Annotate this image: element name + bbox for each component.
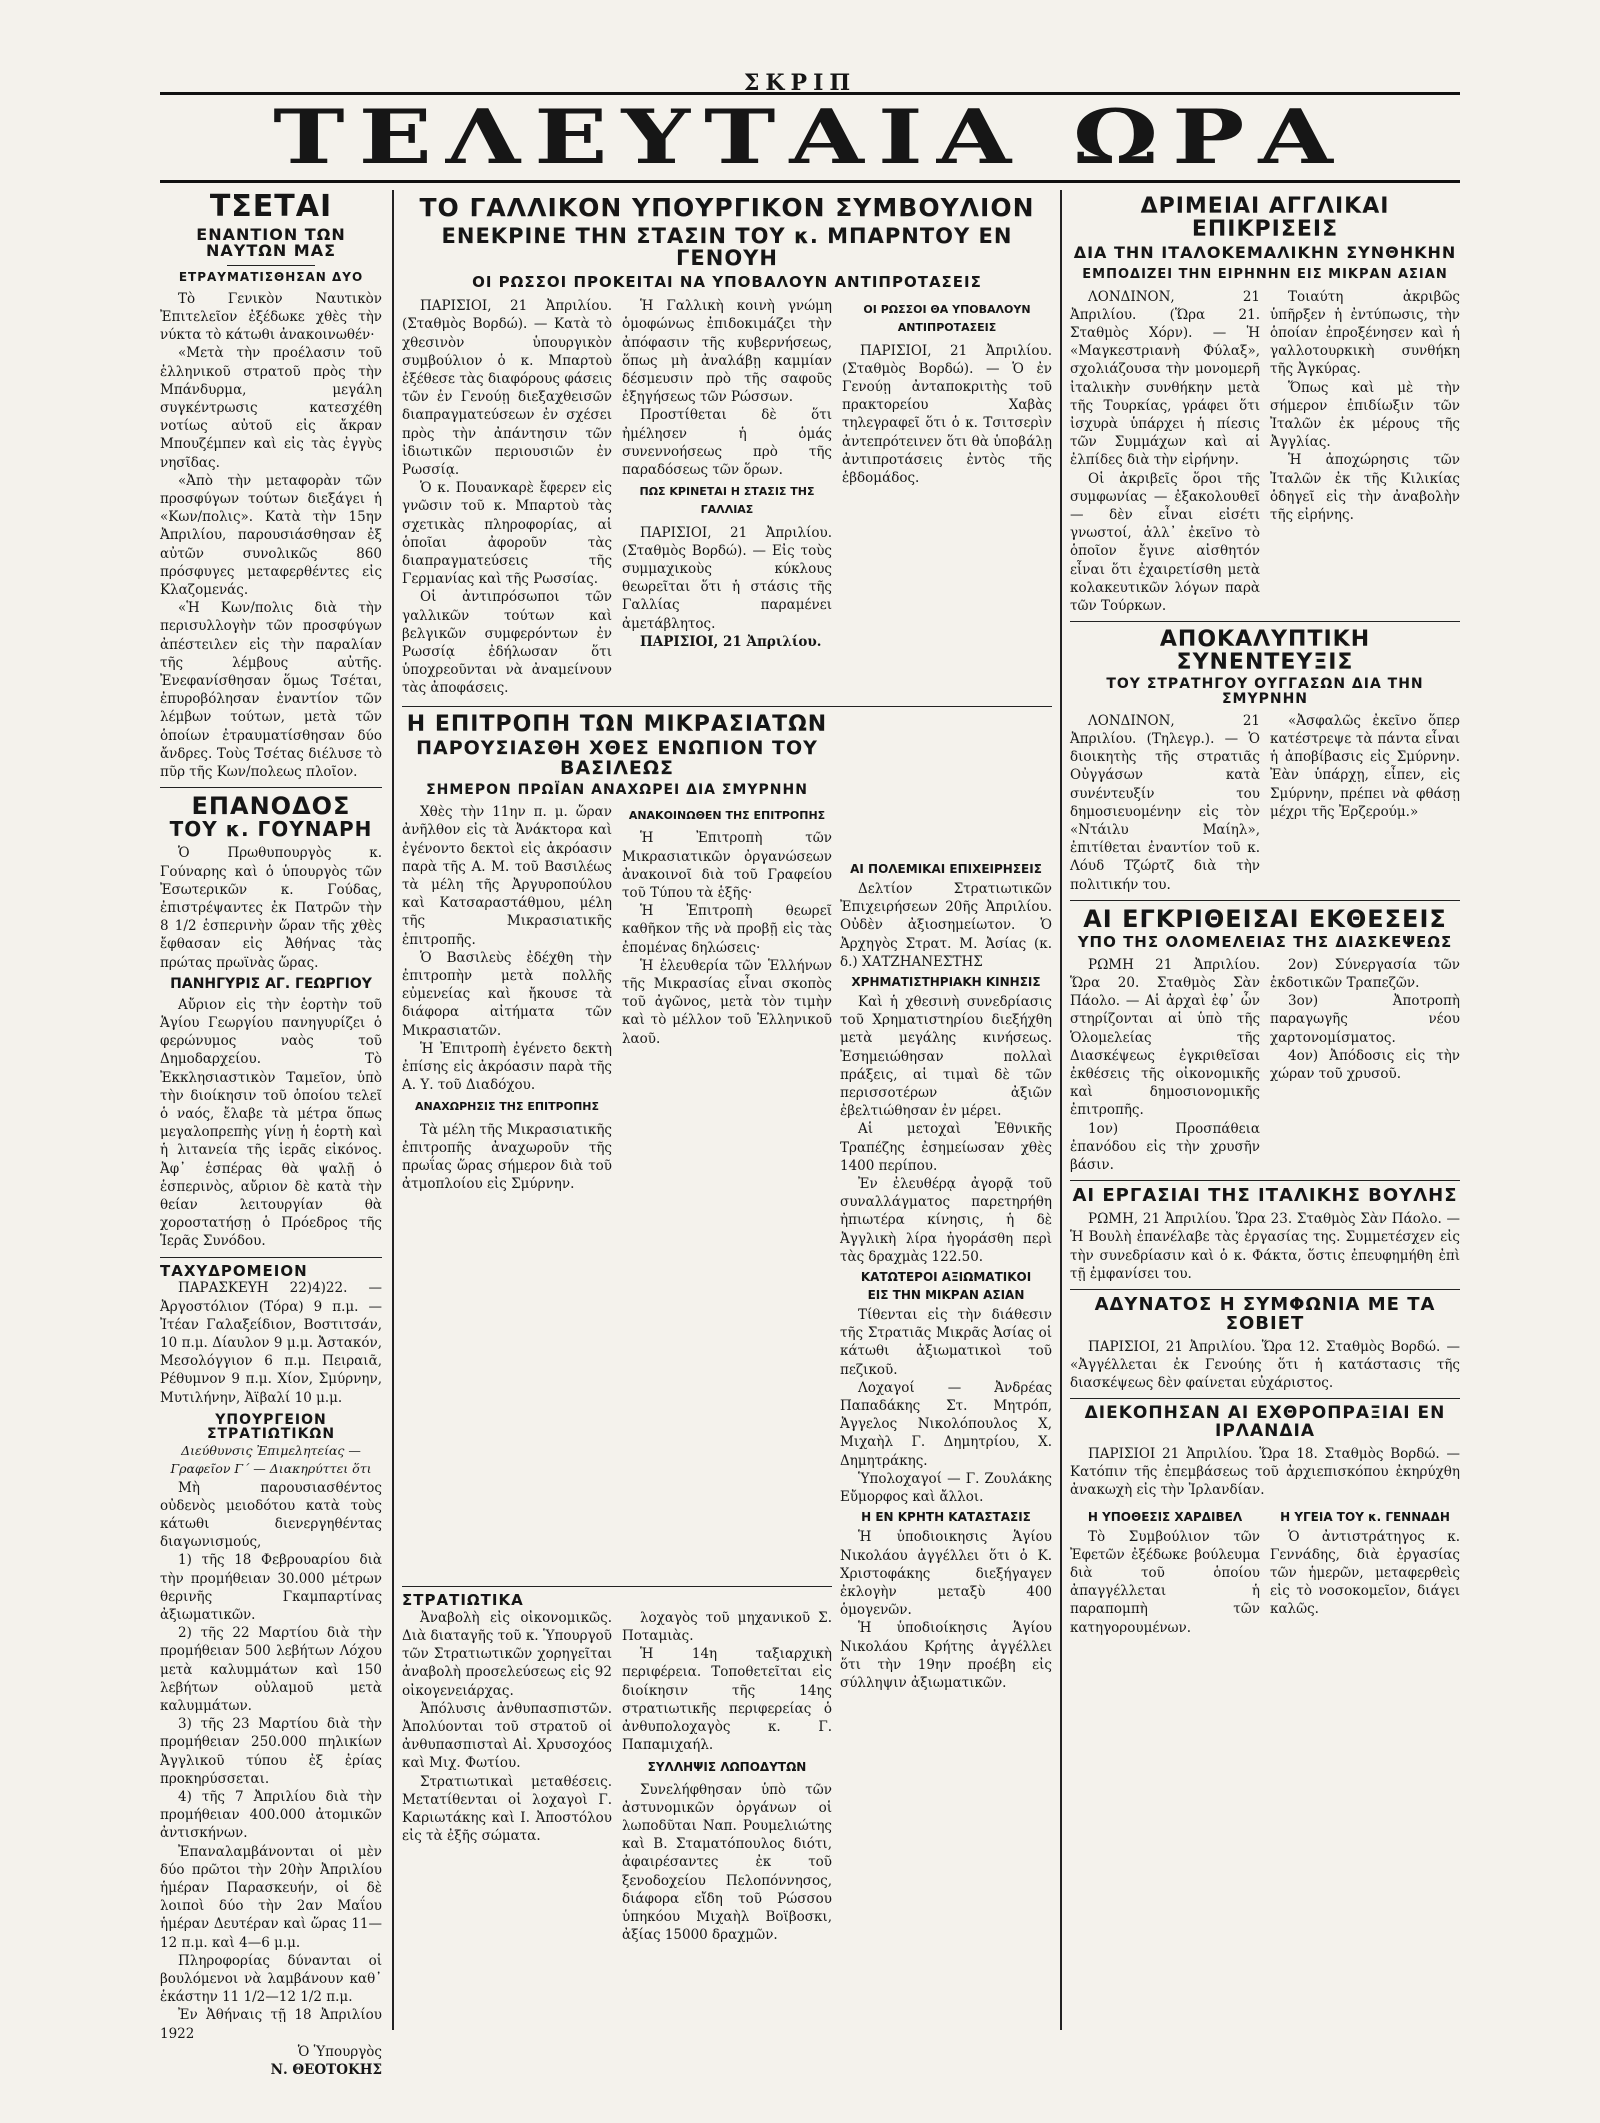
article-paragraph: ΛΟΝΔΙΝΟΝ, 21 Ἀπριλίου. (Ὥρα 21. Σταθμὸς Χόρν). — Ἡ «Μαγκεστριανὴ Φύλαξ», σχολιάζουσα τὴν μονομερῆ ἰταλικὴν συνθήκην μετὰ τῆς Τουρκίας, γράφει ὅτι ἰσχυρὰ ὑπάρχει ἡ πίεσις τῶν Συμμάχων καὶ αἱ ἐλπίδες διὰ τὴν εἰρήνην. <box>1070 288 1260 469</box>
masthead-title: ΤΕΛΕΥΤΑΙΑ ΩΡΑ <box>273 92 1347 182</box>
subheadline: ΔΙΑ ΤΗΝ ΙΤΑΛΟΚΕΜΑΛΙΚΗΝ ΣΥΝΘΗΚΗΝ <box>1073 243 1457 263</box>
column-left <box>160 185 382 2079</box>
signature-title: Ὁ Ὑπουργὸς <box>297 2043 382 2060</box>
subheadline: ΤΟΥ κ. ΓΟΥΝΑΡΗ <box>169 817 373 842</box>
column-middle-right <box>840 858 1052 1692</box>
article-paragraph: Ἡ ὑποδιοίκησις Ἁγίου Νικολάου Κρήτης ἀγγέλλει ὅτι τὴν 19ην προέβη εἰς σύλληψιν ἀξιωματικῶν. <box>840 1620 1052 1691</box>
subheadline: ΕΤΡΑΥΜΑΤΙΣΘΗΣΑΝ ΔΥΟ <box>178 270 364 285</box>
article-paragraph: Συνελήφθησαν ὑπὸ τῶν ἀστυνομικῶν ὀργάνων οἱ λωποδῦται Ναπ. Ρουμελιώτης καὶ Β. Σταματόπουλος διότι, ἀφαιρέσαντες ἐκ τοῦ ξενοδοχείου Πελοπόννησος, διάφορα εἴδη τοῦ Ρώσσου ὑπηκόου Μιχαὴλ Βοϊβοσκι, ἀξίας 15000 δραχμῶν. <box>622 1781 832 1944</box>
article-paragraph: Προστίθεται δὲ ὅτι ἠμέλησεν ἡ ὁμάς συνεννοήσεως πρὸ τῆς παραδόσεως τῶν ὅρων. <box>622 407 832 478</box>
section-heading: ΑΝΑΧΩΡΗΣΙΣ ΤΗΣ ΕΠΙΤΡΟΠΗΣ <box>415 1100 599 1114</box>
headline-reports: ΑΙ ΕΓΚΡΙΘΕΙΣΑΙ ΕΚΘΕΣΕΙΣ <box>1083 904 1447 933</box>
article-paragraph: Ἡ Ἐπιτροπὴ θεωρεῖ καθῆκον τῆς νὰ προβῇ εἰς τὰς ἐπομένας δηλώσεις· <box>622 903 832 956</box>
column-right <box>1070 185 1460 1637</box>
article-paragraph: Ὅπως καὶ μὲ τὴν σήμερον ἐπιδίωξιν τῶν Ἰταλῶν ἐκ μέρους τῆς Ἀγγλίας. <box>1270 379 1460 451</box>
article-paragraph: Αἱ μετοχαὶ Ἐθνικῆς Τραπέζης ἐσημείωσαν χθὲς 1400 περίπου. <box>840 1121 1052 1174</box>
article-paragraph: ΠΑΡΙΣΙΟΙ, 21 Ἀπριλίου. (Σταθμὸς Βορδώ). — Ὁ ἐν Γενούῃ ἀνταποκριτὴς τοῦ πρακτορείου Χαβὰς τηλεγραφεῖ ὅτι ὁ κ. Τσιτσερὶν ἀντεπρότεινεν ὅτι θὰ ὑποβάλῃ ἀντιπροτάσεις ἐντὸς τῆς ἑβδομάδος. <box>842 342 1052 486</box>
section-heading: ΕΙΣ ΤΗΝ ΜΙΚΡΑΝ ΑΣΙΑΝ <box>867 1288 1025 1303</box>
section-heading: ΑΝΑΚΟΙΝΩΘΕΝ ΤΗΣ ΕΠΙΤΡΟΠΗΣ <box>628 809 826 823</box>
section-heading: ΧΡΗΜΑΤΙΣΤΗΡΙΑΚΗ ΚΙΝΗΣΙΣ <box>851 975 1041 990</box>
article-paragraph: Οἱ ἀντιπρόσωποι τῶν γαλλικῶν τούτων καὶ βελγικῶν συμφερόντων ἐν Ρωσσίᾳ ἐδήλωσαν ὅτι ὑποχρεοῦνται νὰ ἀναμείνουν τὰς ἀποφάσεις. <box>402 589 612 697</box>
article-paragraph: Μὴ παρουσιασθέντος οὐδενὸς μειοδότου κατὰ τοὺς κάτωθι διενεργηθέντας διαγωνισμούς, <box>160 1479 382 1551</box>
article-paragraph: Στρατιωτικαὶ μεταθέσεις. Μετατίθενται οἱ λοχαγοὶ Γ. Καριωτάκης καὶ Ι. Ἀποστόλου εἰς τὰ ἐξῆς σώματα. <box>402 1773 612 1845</box>
headline-interview: ΑΠΟΚΑΛΥΠΤΙΚΗ ΣΥΝΕΝΤΕΥΞΙΣ <box>1159 627 1371 676</box>
article-paragraph: ΠΑΡΙΣΙΟΙ, 21 Ἀπριλίου. (Σταθμὸς Βορδώ). — Εἰς τοὺς συμμαχικοὺς κύκλους θεωρεῖται ὅτι ἡ στάσις τῆς Γαλλίας παραμένει ἀμετάβλητος. <box>622 524 832 632</box>
article-paragraph: ΠΑΡΑΣΚΕΥΗ 22)4)22. — Ἀργοστόλιον (Τόρα) 9 π.μ. — Ἰτέαν Γαλαξείδιον, Βοστιτσάν, 10 π.μ. Δίαυλον 9 μ.μ. Ἀστακόν, Μεσολόγγιον 6 π.μ. Πειραιᾶ, Ρέθυμνον 9 π.μ. Χίον, Σμύρνην, Μυτιλήνην, Ἀϊβαλί 10 μ.μ. <box>160 1280 382 1406</box>
article-paragraph: λοχαγὸς τοῦ μηχανικοῦ Σ. Ποταμιὰς. <box>622 1609 832 1644</box>
section-heading: ΤΑΧΥΔΡΟΜΕΙΟΝ <box>160 1261 308 1280</box>
article-paragraph: Ἐπαναλαμβάνονται οἱ μὲν δύο πρῶτοι τὴν 20ὴν Ἀπριλίου ἡμέραν Παρασκευήν, οἱ δὲ λοιποὶ δύο τὴν 2αν Μαΐου ἡμέραν Δευτέραν καὶ ὥρας 11—12 π.μ. καὶ 4—6 μ.μ. <box>160 1843 382 1951</box>
article-paragraph: 4) τῆς 7 Ἀπριλίου διὰ τὴν προμήθειαν 400.000 ἀτομικῶν ἀντισκήνων. <box>160 1789 382 1842</box>
article-paragraph: Ἡ ἐλευθερία τῶν Ἑλλήνων τῆς Μικρασίας εἶναι σκοπὸς τοῦ ἀγῶνος, μετὰ τὸν τιμὴν καὶ τὸ μέλλον τοῦ Ἑλληνικοῦ λαοῦ. <box>622 957 832 1047</box>
article-paragraph: Τὸ Γενικὸν Ναυτικὸν Ἐπιτελεῖον ἐξέδωκε χθὲς τὴν νύκτα τὸ κάτωθι ἀνακοινωθέν· <box>160 290 382 344</box>
section-heading: Η ΥΓΕΙΑ ΤΟΥ κ. ΓΕΝΝΑΔΗ <box>1280 1509 1450 1524</box>
article-paragraph: Λοχαγοί — Ἀνδρέας Παπαδάκης Στ. Μητρόπ, Ἀγγελος Νικολόπουλος Χ, Μιχαὴλ Γ. Δημητρίου, Χ. Δημητράκης. <box>840 1379 1052 1469</box>
article-paragraph: Ὁ Πρωθυπουργὸς κ. Γούναρης καὶ ὁ ὑπουργὸς τῶν Ἐσωτερικῶν κ. Γούδας, ἐπιστρέψαντες ἐκ Πατρῶν τὴν 8 1/2 ἑσπερινὴν ὥραν τῆς χθὲς ἔφθασαν εἰς Ἀθήνας τὰς πρώτας πρωϊνὰς ὥρας. <box>160 845 382 971</box>
subheadline: ΟΙ ΡΩΣΣΟΙ ΠΡΟΚΕΙΤΑΙ ΝΑ ΥΠΟΒΑΛΟΥΝ ΑΝΤΙΠΡΟΤΑΣΕΙΣ <box>472 273 982 292</box>
article-paragraph: 3) τῆς 23 Μαρτίου διὰ τὴν προμήθειαν 250.000 πηλικίων Ἀγγλικοῦ τύπου ἐξ ἐρίας προκηρύσσεται. <box>160 1716 382 1787</box>
article-paragraph: Ἡ Ἐπιτροπὴ τῶν Μικρασιατικῶν ὀργανώσεων ἀνακοινοῖ διὰ τοῦ Γραφείου τοῦ Τύπου τὰ ἑξῆς· <box>622 830 832 902</box>
column-divider <box>1060 190 1062 2030</box>
section-heading: ΟΙ ΡΩΣΣΟΙ ΘΑ ΥΠΟΒΑΛΟΥΝ ΑΝΤΙΠΡΟΤΑΣΕΙΣ <box>863 303 1031 335</box>
article-paragraph: 1) τῆς 18 Φεβρουαρίου διὰ τὴν προμήθειαν 30.000 μέτρων θερινῆς Γκαμπαρτίνας ἀξιωματικῶν. <box>160 1552 382 1623</box>
article-paragraph: Χθὲς τὴν 11ην π. μ. ὥραν ἀνῆλθον εἰς τὰ Ἀνάκτορα καὶ ἐγένοντο δεκτοὶ εἰς ἀκρόασιν παρὰ τῆς Α. Μ. τοῦ Βασιλέως τὰ μέλη τῆς Ἀργυροπούλου καὶ Κατσαραστάθμου, μέλη τῆς Μικρασιατικῆς ἐπιτροπῆς. <box>402 804 612 948</box>
article-paragraph: Αὔριον εἰς τὴν ἑορτὴν τοῦ Ἁγίου Γεωργίου πανηγυρίζει ὁ φερώνυμος ναὸς τοῦ Δημοδαρχείου. Τὸ Ἐκκλησιαστικὸν Ταμεῖον, ὑπὸ τὴν διοίκησιν τοῦ ὁποίου τελεῖ ὁ ναός, ἔλαβε τὰ μέτρα ὅπως μεγαλοπρεπὴς γίνῃ ἡ ἑορτὴ καὶ ἡ λιτανεία τῆς ἱερᾶς εἰκόνος. Ἀφ᾽ ἑσπέρας θὰ ψαλῇ ὁ ἑσπερινὸς, αὔριον δὲ κατὰ τὴν θείαν λειτουργίαν θὰ χοροστατήσῃ ὁ Πρόεδρος τῆς Ἱερᾶς Συνόδου. <box>160 996 382 1250</box>
subheadline: ΕΝΕΚΡΙΝΕ ΤΗΝ ΣΤΑΣΙΝ ΤΟΥ κ. ΜΠΑΡΝΤΟΥ ΕΝ ΓΕΝΟΥΗ <box>441 224 1013 271</box>
section-heading: ΥΠΟΥΡΓΕΙΟΝ ΣΤΡΑΤΙΩΤΙΚΩΝ <box>206 1411 336 1443</box>
article-paragraph: ΠΑΡΙΣΙΟΙ, 21 Ἀπριλίου. Ὥρα 12. Σταθμὸς Βορδώ. — «Ἀγγέλλεται ἐκ Γενούης ὅτι ἡ κατάστασις τῆς διασκέψεως δὲν φαίνεται εὐχάριστος. <box>1070 1338 1460 1392</box>
signature-name: Ν. ΘΕΟΤΟΚΗΣ <box>270 2062 382 2079</box>
article-paragraph: Ὁ Βασιλεὺς ἐδέχθη τὴν ἐπιτροπὴν μετὰ πολλῆς εὐμενείας καὶ ἤκουσε τὰ διάφορα αἰτήματα τῶν Μικρασιατῶν. <box>402 949 612 1039</box>
section-heading: ΠΑΝΗΓΥΡΙΣ ΑΓ. ΓΕΩΡΓΙΟΥ <box>170 975 372 992</box>
signature-date: Ἐν Ἀθήναις τῇ 18 Ἀπριλίου 1922 <box>160 2007 382 2042</box>
article-paragraph: Τίθενται εἰς τὴν διάθεσιν τῆς Στρατιᾶς Μικρᾶς Ἀσίας οἱ κάτωθι ἀξιωματικοὶ τοῦ πεζικοῦ. <box>840 1307 1052 1378</box>
section-heading: ΚΑΤΩΤΕΡΟΙ ΑΞΙΩΜΑΤΙΚΟΙ <box>860 1270 1032 1285</box>
section-heading: ΣΤΡΑΤΙΩΤΙΚΑ <box>402 1591 524 1609</box>
article-paragraph: ΠΑΡΙΣΙΟΙ 21 Ἀπριλίου. Ὥρα 18. Σταθμὸς Βορδώ. — Κατόπιν τῆς ἐπεμβάσεως τοῦ ἀρχιεπισκόπου ἐκηρύχθη ἀνακωχὴ εἰς τὴν Ἰρλανδίαν. <box>1070 1446 1460 1499</box>
section-heading: ΑΙ ΠΟΛΕΜΙΚΑΙ ΕΠΙΧΕΙΡΗΣΕΙΣ <box>850 862 1042 876</box>
article-paragraph: 3ον) Ἀποτροπὴ παραγωγῆς νέου χαρτονομίσματος. <box>1270 993 1460 1046</box>
article-paragraph: Τοιαύτη ἀκριβῶς ὑπῆρξεν ἡ ἐντύπωσις, τὴν ὁποίαν ἐπροξένησεν καὶ ἡ γαλλοτουρκικὴ συνθήκη τῆς Ἀγκύρας. <box>1270 288 1460 378</box>
notice-subheading: Διεύθυνσις Ἐπιμελητείας — Γραφεῖον Γ΄ — Διακηρύττει ὅτι <box>170 1443 372 1477</box>
article-paragraph: Καὶ ἡ χθεσινὴ συνεδρίασις τοῦ Χρηματιστηρίου διεξήχθη μετὰ μεγάλης κινήσεως. Ἐσημειώθησαν πολλαὶ πράξεις, αἱ τιμαὶ δὲ τῶν περισσοτέρων ἀξιῶν ἐβελτιώθησαν ἐν μέρει. <box>840 994 1052 1120</box>
article-paragraph: «Ἀπὸ τὴν μεταφορὰν τῶν προσφύγων τούτων διεξάγει ἡ «Κων/πολις». Κατὰ τὴν 15ην Ἀπριλίου, παρουσιάσθησαν ἐξ αὐτῶν συνολικῶς 860 πρόσφυγες μεταφερθέντες εἰς Κλαζομενάς. <box>160 472 382 598</box>
article-paragraph: Ἡ 14η ταξιαρχικὴ περιφέρεια. Τοποθετεῖται εἰς διοίκησιν τῆς 14ης στρατιωτικῆς περιφερείας ὁ ἀνθυπολοχαγὸς κ. Γ. Παπαμιχαήλ. <box>622 1646 832 1754</box>
article-paragraph: Ὁ κ. Πουανκαρὲ ἔφερεν εἰς γνῶσιν τοῦ κ. Μπαρτοὺ τὰς σχετικὰς πληροφορίας, αἱ ὁποῖαι ἀφοροῦν τὰς διαπραγματεύσεις τῆς Γερμανίας καὶ τῆς Ρωσσίας. <box>402 480 612 588</box>
section-heading: ΠΩΣ ΚΡΙΝΕΤΑΙ Η ΣΤΑΣΙΣ ΤΗΣ ΓΑΛΛΙΑΣ <box>639 485 815 517</box>
article-paragraph: 1ον) Προσπάθεια ἐπανόδου εἰς τὴν χρυσῆν βάσιν. <box>1070 1120 1260 1174</box>
article-paragraph: Ἡ ἀποχώρησις τῶν Ἰταλῶν ἐκ τῆς Κιλικίας ὁδηγεῖ εἰς τὴν ἀναβολὴν τῆς εἰρήνης. <box>1270 452 1460 524</box>
headline-gallic-council: ΤΟ ΓΑΛΛΙΚΟΝ ΥΠΟΥΡΓΙΚΟΝ ΣΥΜΒΟΥΛΙΟΝ <box>419 193 1035 222</box>
masthead-subtitle: ΣΚΡΙΠ <box>743 70 857 96</box>
subheadline: ΕΜΠΟΔΙΖΕΙ ΤΗΝ ΕΙΡΗΝΗΝ ΕΙΣ ΜΙΚΡΑΝ ΑΣΙΑΝ <box>1082 266 1448 282</box>
subheadline: ΣΗΜΕΡΟΝ ΠΡΩΪΑΝ ΑΝΑΧΩΡΕΙ ΔΙΑ ΣΜΥΡΝΗΝ <box>426 781 808 798</box>
article-paragraph: 4ον) Ἀπόδοσις εἰς τὴν χώραν τοῦ χρυσοῦ. <box>1270 1047 1460 1083</box>
subheadline: ΕΝΑΝΤΙΟΝ ΤΩΝ ΝΑΥΤΩΝ ΜΑΣ <box>196 224 346 261</box>
headline-italian-parliament: ΑΙ ΕΡΓΑΣΙΑΙ ΤΗΣ ΙΤΑΛΙΚΗΣ ΒΟΥΛΗΣ <box>1072 1185 1458 1207</box>
article-paragraph: «Ἡ Κων/πολις διὰ τὴν περισυλλογὴν τῶν προσφύγων ἀπέστειλεν εἰς τὴν παραλίαν τῆς λέμβους αὐτῆς. Ἐνεφανίσθησαν ὅμως Τσέται, ἐπυροβόλησαν ἐναντίον τῶν λέμβων τούτων, μετὰ τῶν ὁποίων ἐτραυματίσθησαν δύο ἄνδρες. Τοὺς Τσέτας διέλυσε τὸ πῦρ τῆς Κων/πολεως πλοῖον. <box>160 600 382 780</box>
article-paragraph: ΛΟΝΔΙΝΟΝ, 21 Ἀπριλίου. (Τηλεγρ.). — Ὁ διοικητὴς τῆς στρατιᾶς Οὐγγάσων κατὰ συνέντευξίν του δημοσιευομένην εἰς τὸν «Ντάιλυ Μαίηλ», ἐπιτίθεται ἐναντίον τοῦ κ. Λόυδ Τζώρτζ διὰ τὴν πολιτικήν του. <box>1070 712 1260 893</box>
article-paragraph: «Μετὰ τὴν προέλασιν τοῦ ἑλληνικοῦ στρατοῦ πρὸς τὴν Μπάνδυρμα, μεγάλη συγκέντρωσις κατεσχέθη νοτίως αὐτοῦ εἰς ἄκραν Μπουζέμπεν καὶ εἰς τὰς ἐγγὺς νησῖδας. <box>160 345 382 471</box>
subheadline: ΤΟΥ ΣΤΡΑΤΗΓΟΥ ΟΥΓΓΑΣΩΝ ΔΙΑ ΤΗΝ ΣΜΥΡΝΗΝ <box>1106 676 1424 708</box>
column-divider <box>392 190 394 2030</box>
article-paragraph: Ἡ Γαλλικὴ κοινὴ γνώμη ὁμοφώνως ἐπιδοκιμάζει τὴν ἀπόφασιν τῆς κυβερνήσεως, ὅπως μὴ ἀναλάβῃ καμμίαν δέσμευσιν πρὸ τῆς σαφοῦς ἐξηγήσεως τῶν Ρώσσων. <box>622 298 832 406</box>
headline-tsetai: ΤΣΕΤΑΙ <box>209 189 333 224</box>
headline-ireland: ΔΙΕΚΟΠΗΣΑΝ ΑΙ ΕΧΘΡΟΠΡΑΞΙΑΙ ΕΝ ΙΡΛΑΝΔΙΑ <box>1084 1403 1446 1442</box>
subheadline: ΥΠΟ ΤΗΣ ΟΛΟΜΕΛΕΙΑΣ ΤΗΣ ΔΙΑΣΚΕΨΕΩΣ <box>1077 933 1453 952</box>
headline-mikrasiates: Η ΕΠΙΤΡΟΠΗ ΤΩΝ ΜΙΚΡΑΣΙΑΤΩΝ <box>406 711 828 737</box>
article-paragraph: ΠΑΡΙΣΙΟΙ, 21 Ἀπριλίου. (Σταθμὸς Βορδώ). — Κατὰ τὸ χθεσινὸν ὑπουργικὸν συμβούλιον ὁ κ. Μπαρτοὺ ἐξέθεσε τὰς διαφόρους φάσεις τῶν ἐν Γενούῃ διεξαχθεισῶν διαπραγματεύσεων ἐν σχέσει πρὸς τὴν ἀπάντησιν τῶν ἰδιωτικῶν περιουσιῶν ἐν Ρωσσίᾳ. <box>402 298 612 478</box>
column-center-bottom <box>402 1580 832 1944</box>
article-paragraph: Ἐν ἐλευθέρᾳ ἀγορᾷ τοῦ συναλλάγματος παρετηρήθη ἠπιωτέρα κίνησις, ἡ δὲ Ἀγγλικὴ λίρα ἠγοράσθη περὶ τὰς δραχμὰς 122.50. <box>840 1176 1052 1265</box>
section-heading: Η ΕΝ ΚΡΗΤΗ ΚΑΤΑΣΤΑΣΙΣ <box>861 1510 1031 1525</box>
article-paragraph: «Ἀσφαλῶς ἐκεῖνο ὅπερ κατέστρεψε τὰ πάντα εἶναι ἡ ἀποβίβασις εἰς Σμύρνην. Ἐὰν ὑπάρχῃ, εἶπεν, εἰς Σμύρνην, πρέπει νὰ φθάσῃ μέχρι τῆς Ἐρζερούμ.» <box>1270 712 1460 820</box>
article-paragraph: Πληροφορίας δύνανται οἱ βουλόμενοι νὰ λαμβάνουν καθ᾽ ἑκάστην 11 1/2—12 1/2 π.μ. <box>160 1952 382 2006</box>
article-paragraph: Ἡ Ἐπιτροπὴ ἐγένετο δεκτὴ ἐπίσης εἰς ἀκρόασιν παρὰ τῆς Α. Υ. τοῦ Διαδόχου. <box>402 1040 612 1094</box>
subheadline: ΠΑΡΟΥΣΙΑΣΘΗ ΧΘΕΣ ΕΝΩΠΙΟΝ ΤΟΥ ΒΑΣΙΛΕΩΣ <box>416 736 818 779</box>
article-paragraph: Ἀναβολὴ εἰς οἰκονομικῶς. Διὰ διαταγῆς τοῦ κ. Ὑπουργοῦ τῶν Στρατιωτικῶν χορηγεῖται ἀναβολὴ προσελεύσεως εἰς 92 οἰκογενειάρχας. <box>402 1609 612 1699</box>
headline-english-criticism: ΔΡΙΜΕΙΑΙ ΑΓΓΛΙΚΑΙ ΕΠΙΚΡΙΣΕΙΣ <box>1140 194 1390 243</box>
section-heading: ΣΥΛΛΗΨΙΣ ΛΩΠΟΔΥΤΩΝ <box>647 1760 807 1775</box>
article-dateline: ΠΑΡΙΣΙΟΙ, 21 Ἀπριλίου. <box>640 633 822 650</box>
headline-epanodos: ΕΠΑΝΟΔΟΣ <box>191 792 351 821</box>
article-paragraph: ΡΩΜΗ 21 Ἀπριλίου. Ὥρα 20. Σταθμὸς Σὰν Πάολο. — Αἱ ἀρχαὶ ἐφ᾽ ὧν στηρίζονται αἱ ὑπὸ τῆς Ὁλομελείας τῆς Διασκέψεως ἐγκριθεῖσαι ἐκθέσεις τῆς οἰκονομικῆς καὶ δημοσιονομικῆς ἐπιτροπῆς. <box>1070 956 1260 1119</box>
article-paragraph: Ὑπολοχαγοί — Γ. Ζουλάκης Εὔμορφος καὶ ἄλλοι. <box>840 1470 1052 1506</box>
article-paragraph: ΡΩΜΗ, 21 Ἀπριλίου. Ὥρα 23. Σταθμὸς Σὰν Πάολο. — Ἡ Βουλὴ ἐπανέλαβε τὰς ἐργασίας της. Συμμετέσχεν εἰς τὴν συνεδρίασιν καὶ ὁ κ. Φάκτα, ὅστις ἐπευφημήθη ἐπὶ τῇ ἐμφανίσει του. <box>1070 1211 1460 1282</box>
masthead-bottom-rule <box>160 180 1460 183</box>
article-paragraph: Ὁ ἀντιστράτηγος κ. Γεννάδης, διὰ ἐργασίας τῶν ἡμερῶν, μεταφερθεὶς εἰς τὸ νοσοκομεῖον, διάγει καλῶς. <box>1270 1528 1460 1618</box>
article-paragraph: Τὸ Συμβούλιον τῶν Ἐφετῶν ἐξέδωκε βούλευμα διὰ τοῦ ὁποίου ἀπαγγέλλεται ἡ παραπομπὴ τῶν κατηγορουμένων. <box>1070 1528 1260 1636</box>
article-paragraph: 2ον) Σύνεργασία τῶν ἐκδοτικῶν Τραπεζῶν. <box>1270 956 1460 992</box>
article-paragraph: Δελτίον Στρατιωτικῶν Ἐπιχειρήσεων 20ῆς Ἀπριλίου. Οὐδὲν ἀξιοσημείωτον. Ὁ Ἀρχηγὸς Στρατ. Μ. Ἀσίας (κ. δ.) ΧΑΤΖΗΑΝΕΣΤΗΣ <box>840 881 1052 970</box>
article-paragraph: 2) τῆς 22 Μαρτίου διὰ τὴν προμήθειαν 500 λεβήτων Λόχου μετὰ καλυμμάτων καὶ 150 λεβήτων οὐλαμοῦ μετὰ καλυμμάτων. <box>160 1625 382 1715</box>
section-heading: Η ΥΠΟΘΕΣΙΣ ΧΑΡΔΙΒΕΛ <box>1087 1509 1243 1524</box>
article-paragraph: Ἡ ὑποδιοικησις Ἁγίου Νικολάου ἀγγέλλει ὅτι ὁ Κ. Χριστοφάκης διεξήγαγεν ἐκλογὴν μεταξὺ 400 ὁμογενῶν. <box>840 1529 1052 1619</box>
headline-soviets: ΑΔΥΝΑΤΟΣ Η ΣΥΜΦΩΝΙΑ ΜΕ ΤΑ ΣΟΒΙΕΤ <box>1094 1293 1436 1334</box>
article-paragraph: Τὰ μέλη τῆς Μικρασιατικῆς ἐπιτροπῆς ἀναχωροῦν τῆς πρωΐας ὥρας σήμερον διὰ τοῦ ἀτμοπλοίου εἰς Σμύρνην. <box>402 1121 612 1193</box>
article-paragraph: Οἱ ἀκριβεῖς ὅροι τῆς συμφωνίας — ἐξακολουθεῖ — δὲν εἶναι εἰσέτι γνωστοί, ἀλλ᾽ ἐκεῖνο τὸ ὁποῖον ἔγινε αἰσθητόν εἶναι ὅτι ἐχαιρετίσθη μετὰ κολακευτικῶν λόγων παρὰ τῶν Τούρκων. <box>1070 470 1260 615</box>
article-paragraph: Ἀπόλυσις ἀνθυπασπιστῶν. Ἀπολύονται τοῦ στρατοῦ οἱ ἀνθυπασπισταὶ Αἰ. Χρυσοχόος καὶ Μιχ. Φωτίου. <box>402 1700 612 1772</box>
